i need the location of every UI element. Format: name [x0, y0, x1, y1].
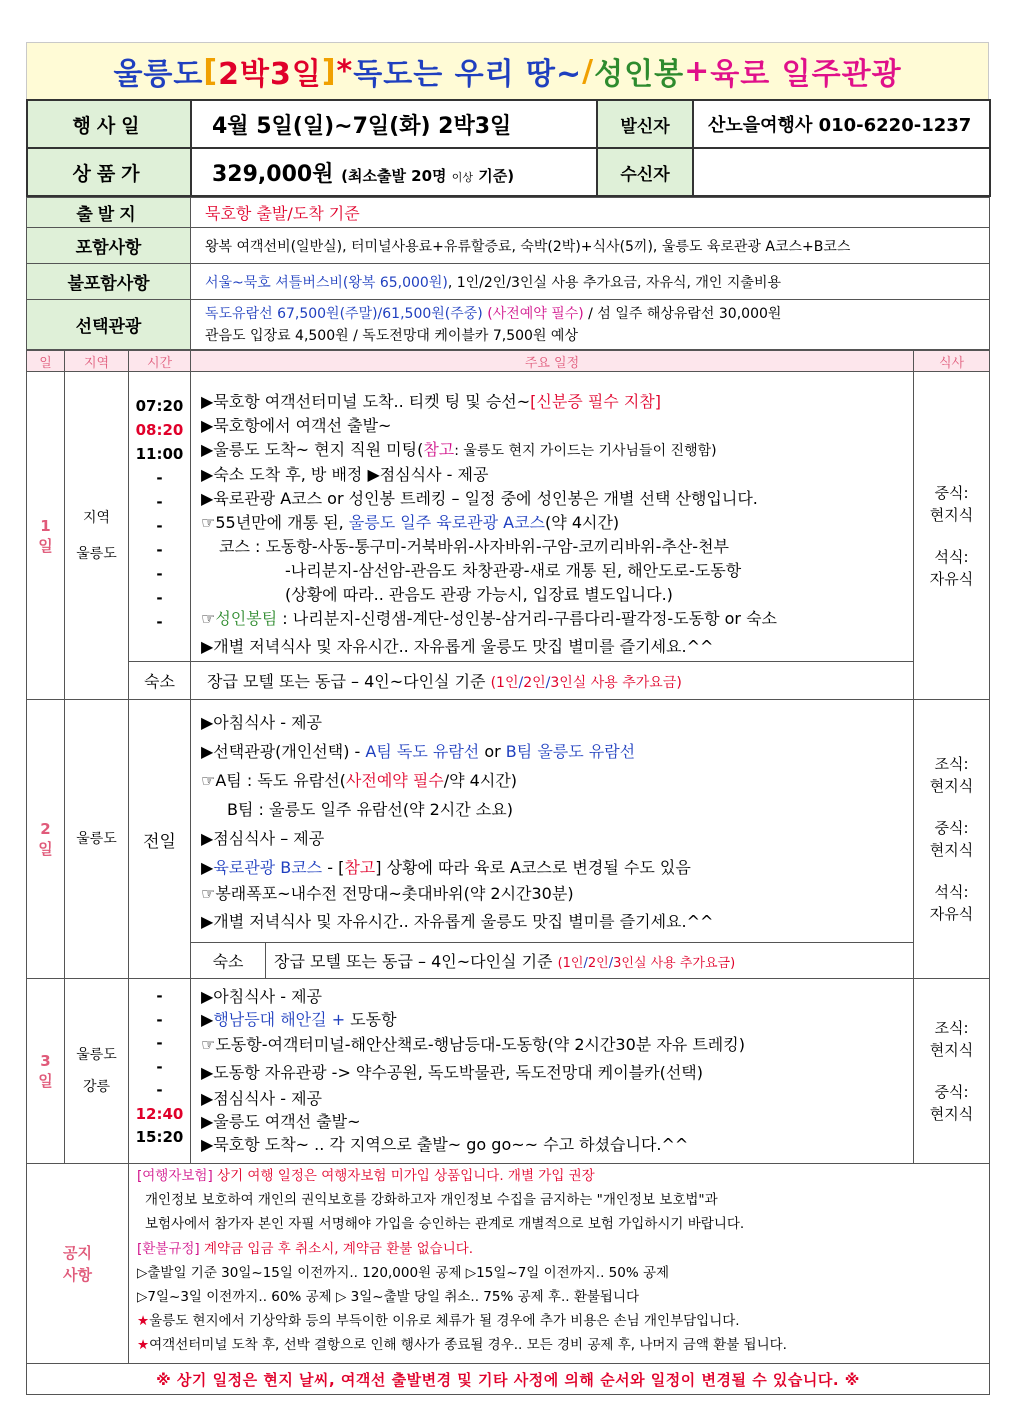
schedule-line	[201, 853, 913, 882]
option-label: 선택관광	[27, 300, 191, 350]
text: 3인실 사용 추가요금)	[550, 675, 682, 691]
sender-value: 산노을여행사 010-6220-1237	[693, 100, 990, 148]
day-2-time: 전일	[129, 700, 191, 979]
text: /약 4시간)	[443, 771, 518, 790]
text: ▶	[201, 1010, 214, 1029]
region-text: 강릉	[82, 1079, 111, 1095]
day-number: 1	[40, 516, 51, 535]
text: : 나리분지-신령샘-계단-성인봉-삼거리-구름다리-팔각정-도동항 or 숙소	[277, 609, 778, 628]
meal-label: 조식:	[934, 755, 969, 773]
schedule-line	[201, 511, 913, 535]
option-line-2: 관음도 입장료 4,500원 / 독도전망대 케이블카 7,500원 예상	[205, 327, 578, 344]
notice-line: 보험사에서 참가자 본인 자필 서명해야 가입을 승인하는 관계로 개별적으로 보험 가입하시기 바랍니다.	[145, 1216, 745, 1233]
schedule-line: ▶숙소 도착 후, 방 배정 ▶점심식사 - 제공	[201, 465, 489, 484]
option-dokdo: 독도유람선 67,500원(주말)/61,500원(주중)	[205, 305, 488, 322]
info-table	[26, 99, 991, 197]
day-3-schedule	[191, 979, 914, 1164]
day-unit: 일	[38, 840, 53, 858]
title-part: [	[203, 53, 219, 89]
text: 상기 여행 일정은 여행자보험 미가입 상품입니다. 개별 가입 권장	[212, 1168, 595, 1184]
text: ] 상황에 따라 육로 A코스로 변경될 수도 있음	[375, 858, 691, 877]
schedule-line: (상황에 따라.. 관음도 관광 가능시, 입장료 별도입니다.)	[285, 585, 673, 604]
price-note-end: 기준)	[473, 166, 515, 185]
day-3-region	[65, 979, 129, 1164]
meal-value: 자유식	[929, 905, 974, 923]
event-date-label: 행사일	[27, 100, 191, 148]
text: 육로관광 B코스	[213, 858, 323, 877]
receiver-value[interactable]	[693, 148, 990, 196]
schedule-line: ☞도동항-여객터미널-해안산책로-행남등대-도동항(약 2시간30분 자유 트레킹)	[201, 1035, 745, 1054]
meal-label: 조식:	[934, 1019, 969, 1037]
text: : 울릉도 현지 가이드는 기사님들이 진행함)	[454, 443, 717, 459]
text: /	[545, 675, 551, 691]
text: 성인봉팀	[215, 609, 278, 628]
day-number: 2	[40, 820, 51, 838]
exclude-rest: , 1인/2인/3인실 사용 추가요금, 자유식, 개인 지출비용	[447, 274, 782, 291]
text: ▶묵호항 여객선터미널 도착.. 티켓 팅 및 승선~	[201, 392, 531, 411]
day-3-label	[27, 979, 65, 1164]
time-slot: -	[156, 1034, 163, 1052]
day-3-times	[129, 979, 191, 1164]
meal-value: 현지식	[929, 1041, 974, 1059]
time-slot: 15:20	[135, 1128, 184, 1146]
text: 계약금 입금 후 취소시, 계약금 환불 없습니다.	[199, 1240, 474, 1257]
text: 장급 모텔 또는 동급 – 4인~다인실 기준	[274, 952, 558, 971]
text: 3인실 사용 추가요금)	[613, 956, 736, 971]
day-unit: 일	[38, 536, 53, 555]
schedule-line	[201, 607, 913, 631]
price-cell	[191, 148, 597, 196]
exclude-cell	[191, 264, 990, 300]
schedule-line: ▶개별 저녁식사 및 자유시간.. 자유롭게 울릉도 맛집 별미를 즐기세요.^^	[201, 912, 714, 931]
text: ▶	[201, 858, 214, 877]
event-date-value: 4월 5일(일)~7일(화) 2박3일	[191, 100, 597, 148]
text: B팀 울릉도 유람선	[505, 742, 636, 761]
meal-label: 중식:	[934, 483, 969, 502]
sender-label: 발신자	[597, 100, 693, 148]
meal-value: 현지식	[929, 777, 974, 795]
day-1-times	[129, 372, 191, 662]
schedule-line	[201, 766, 913, 795]
title-part: ]	[321, 53, 337, 89]
day-2-meals	[914, 700, 990, 979]
text: ☞55년만에 개통 된,	[201, 513, 349, 532]
receiver-label: 수신자	[597, 148, 693, 196]
title-part: 울릉도	[113, 57, 204, 92]
time-slot: -	[156, 589, 163, 607]
text: ☞	[201, 609, 216, 628]
text: 울릉도 현지에서 기상악화 등의 부득이한 이유로 체류가 될 경우에 추가 비용은 손님 개인부담입니다.	[149, 1313, 740, 1330]
text: ▶선택관광(개인선택) -	[201, 742, 366, 761]
title-part: 2박3일	[218, 57, 322, 92]
text: [환불규정]	[137, 1240, 200, 1257]
notice-line	[137, 1237, 989, 1261]
header-meal: 식사	[914, 351, 990, 372]
text: 장급 모텔 또는 동급 – 4인~다인실 기준	[207, 672, 491, 691]
notice-line: ▷출발일 기준 30일~15일 이전까지.. 120,000원 공제 ▷15일~7일 이전까지.. 50% 공제	[137, 1264, 670, 1281]
footer-disclaimer: ※ 상기 일정은 현지 날씨, 여객선 출발변경 및 기타 사정에 의해 순서와 일정이 변경될 수 있습니다. ※	[27, 1364, 990, 1395]
price-label: 상품가	[27, 148, 191, 196]
schedule-line: ▶도동항 자유관광 -> 약수공원, 독도박물관, 독도전망대 케이블카(선택)	[201, 1063, 703, 1082]
title-part: 독도는 우리 땅~	[353, 57, 583, 92]
notice-line: ▷7일~3일 이전까지.. 60% 공제 ▷ 3일~출발 당일 취소.. 75% 공제 후.. 환불됩니다	[137, 1289, 640, 1306]
day-2-lodge-label: 숙소	[191, 943, 266, 979]
exclude-shuttle: 서울~묵호 셔틀버스비(왕복 65,000원)	[205, 274, 448, 291]
meal-value: 현지식	[929, 841, 974, 859]
itinerary-sheet	[26, 42, 989, 1395]
text: /	[608, 956, 614, 971]
time-slot: 07:20	[135, 397, 184, 415]
time-slot: -	[156, 517, 163, 535]
title-part: 육로 일주관광	[710, 57, 902, 92]
header-main: 주요 일정	[191, 351, 914, 372]
day-1-region	[65, 372, 129, 700]
text: 여객선터미널 도착 후, 선박 결항으로 인해 행사가 종료될 경우.. 모든 경비 공제 후, 나머지 금액 환불 됩니다.	[149, 1337, 787, 1354]
schedule-line	[201, 1008, 913, 1031]
schedule-line: 코스 : 도동항-사동-통구미-거북바위-사자바위-구암-코끼리바위-추산-천부	[219, 537, 729, 556]
page-title	[26, 42, 989, 99]
day-3-meals	[914, 979, 990, 1164]
text: 참고	[423, 440, 455, 459]
title-part: +	[684, 53, 711, 89]
notice-line	[137, 1309, 989, 1333]
meal-label: 중식:	[934, 1083, 969, 1101]
schedule-line: ▶아침식사 - 제공	[201, 987, 322, 1006]
day-2-schedule	[191, 700, 914, 943]
price-value: 329,000원	[212, 161, 334, 187]
schedule-line	[201, 390, 913, 414]
title-part: /	[582, 53, 595, 89]
text: /	[583, 956, 588, 971]
text: (약 4시간)	[545, 513, 620, 532]
day-2-lodge	[266, 943, 914, 979]
day-1-lodge	[191, 662, 914, 700]
time-slot: -	[156, 493, 163, 511]
time-slot: 11:00	[135, 445, 184, 463]
day-number: 3	[40, 1052, 51, 1070]
text: 행남등대 해안길	[213, 1010, 332, 1029]
schedule-line: ▶아침식사 - 제공	[201, 713, 322, 732]
text: 참고	[344, 858, 376, 877]
time-slot: 12:40	[135, 1104, 184, 1123]
time-slot: -	[156, 613, 163, 631]
notice-body	[129, 1164, 990, 1364]
header-time: 시간	[129, 351, 191, 372]
schedule-table	[26, 350, 990, 1395]
depart-label: 출발지	[27, 198, 191, 228]
day-unit: 일	[38, 1072, 53, 1090]
star-icon: ★	[137, 1313, 150, 1330]
price-note: (최소출발 20명	[341, 166, 452, 185]
include-label: 포함사항	[27, 228, 191, 264]
day-1-meals	[914, 372, 990, 700]
meal-value: 현지식	[929, 1105, 974, 1123]
exclude-label: 불포함사항	[27, 264, 191, 300]
time-slot: -	[156, 987, 163, 1005]
time-slot: -	[156, 469, 163, 487]
schedule-line	[201, 438, 913, 463]
price-note-small: 이상	[451, 170, 474, 184]
text: /	[518, 675, 524, 691]
day-1-schedule	[191, 372, 914, 662]
schedule-line: ▶점심식사 - 제공	[201, 1089, 322, 1108]
text: or	[479, 742, 506, 761]
meal-value: 현지식	[929, 505, 974, 524]
notice-label	[27, 1164, 129, 1364]
schedule-line: ▶개별 저녁식사 및 자유시간.. 자유롭게 울릉도 맛집 별미를 즐기세요.^^	[201, 637, 714, 656]
day-1-lodge-label: 숙소	[129, 662, 191, 700]
notice-line	[137, 1164, 989, 1188]
text: 사전예약 필수	[345, 771, 444, 790]
option-cell	[191, 300, 990, 350]
text: (1인	[490, 675, 519, 691]
text: +	[331, 1010, 346, 1029]
time-slot: -	[156, 1057, 163, 1076]
title-part: 성인봉	[594, 57, 685, 92]
option-cruise: / 섬 일주 해상유람선 30,000원	[583, 305, 782, 322]
depart-value: 묵호항 출발/도착 기준	[191, 198, 990, 228]
schedule-line	[201, 737, 913, 766]
schedule-line: ▶육로관광 A코스 or 성인봉 트레킹 – 일정 중에 성인봉은 개별 선택 산행입니다.	[201, 489, 758, 508]
notice-label-text: 공지	[63, 1243, 92, 1262]
time-slot: -	[156, 1010, 163, 1029]
region-text: 울릉도	[76, 1047, 117, 1063]
include-value: 왕복 여객선비(일반실), 터미널사용료+유류할증료, 숙박(2박)+식사(5끼), 울릉도 육로관광 A코스+B코스	[191, 228, 990, 264]
text: [여행자보험]	[137, 1168, 213, 1184]
time-slot: -	[156, 541, 163, 559]
star-icon: ★	[137, 1337, 150, 1354]
day-1-label	[27, 372, 65, 700]
day-2-region: 울릉도	[65, 700, 129, 979]
title-part: *	[336, 53, 354, 89]
schedule-line: -나리분지-삼선암-관음도 차창관광-새로 개통 된, 해안도로-도동항	[285, 561, 742, 580]
info-table-2	[26, 197, 990, 350]
meal-value: 자유식	[929, 569, 974, 588]
time-slot: -	[156, 1081, 163, 1099]
text: 2인	[523, 675, 546, 691]
notice-label-text: 사항	[63, 1265, 92, 1284]
day-2-label	[27, 700, 65, 979]
schedule-line: ▶묵호항에서 여객선 출발~	[201, 416, 392, 435]
time-slot: 08:20	[135, 421, 184, 439]
text: - [	[322, 858, 345, 877]
schedule-line: B팀 : 울릉도 일주 유람선(약 2시간 소요)	[227, 800, 513, 819]
text: [신분증 필수 지참]	[530, 392, 662, 411]
option-reserve: (사전예약 필수)	[487, 305, 584, 322]
time-slot: -	[156, 565, 163, 583]
meal-label: 석식:	[934, 883, 969, 901]
text: 2인	[587, 956, 609, 971]
text: 도동항	[345, 1010, 397, 1029]
notice-line	[137, 1333, 989, 1357]
schedule-line: ▶점심식사 – 제공	[201, 829, 325, 848]
text: 울릉도 일주 육로관광 A코스	[348, 513, 546, 532]
header-day: 일	[27, 351, 65, 372]
region-text: 지역	[82, 509, 111, 526]
schedule-line: ▶울릉도 여객선 출발~	[201, 1112, 361, 1131]
meal-label: 중식:	[934, 819, 969, 837]
text: A팀 독도 유람선	[365, 742, 480, 761]
text: ☞A팀 : 독도 유람선(	[201, 771, 346, 790]
text: ▶울릉도 도착~ 현지 직원 미팅(	[201, 440, 424, 459]
meal-label: 석식:	[934, 547, 969, 566]
header-region: 지역	[65, 351, 129, 372]
schedule-line: ☞봉래폭포~내수전 전망대~촛대바위(약 2시간30분)	[201, 884, 574, 903]
text: (1인	[557, 956, 584, 971]
region-text: 울릉도	[76, 545, 117, 562]
notice-line: 개인정보 보호하여 개인의 권익보호를 강화하고자 개인정보 수집을 금지하는 "개인정보 보호법"과	[145, 1192, 718, 1209]
option-line-1	[205, 303, 989, 325]
schedule-line: ▶묵호항 도착~ .. 각 지역으로 출발~ go go~~ 수고 하셨습니다.^^	[201, 1135, 689, 1154]
